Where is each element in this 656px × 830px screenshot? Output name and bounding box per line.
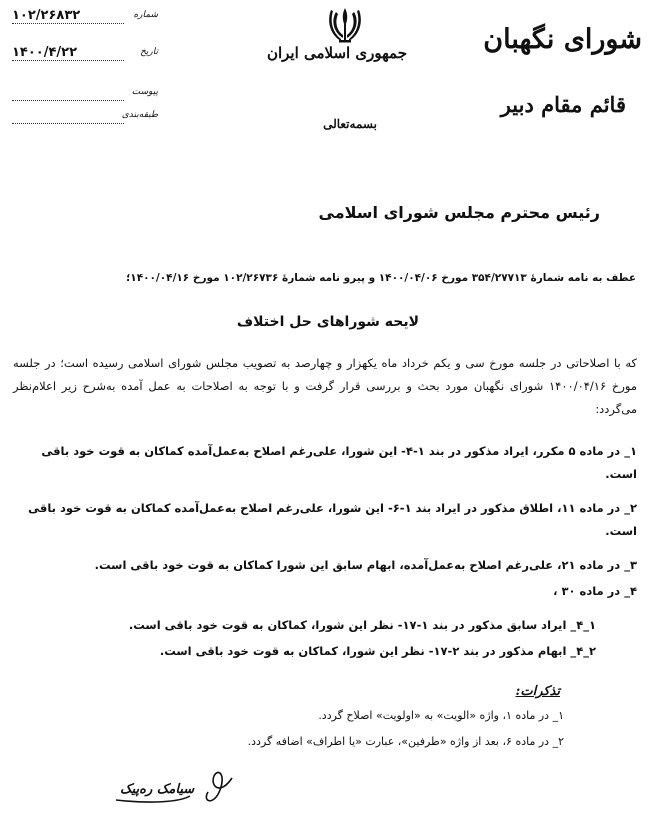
attachment-field — [8, 85, 158, 101]
note-item: ۱_ در ماده ۱، واژه «الویت» به «اولویت» اصلاح گردد. — [318, 709, 564, 722]
recipient: رئیس محترم مجلس شورای اسلامی — [318, 203, 600, 222]
letter-number: ۱۰۲/۲۶۸۳۲ — [12, 8, 81, 23]
dotted-line — [12, 100, 124, 101]
intro-paragraph: که با اصلاحاتی در جلسه مورخ سی و یکم خرداد ماه یکهزار و چهارصد به تصویب مجلس شورای اسلامی رسیده است؛ در جلسه مورخ ۱۴۰۰/۰۴/۱۶ شورای نگهبان مورد بحث و بررسی قرار گرفت و با توجه به اصلاحات به عمل آمده به‌شرح زیر اعلام‌نظر می‌گردد: — [13, 356, 638, 416]
dotted-line — [12, 23, 124, 24]
notes-title: تذکرات: — [515, 684, 560, 699]
basmala: بسمه‌تعالی — [323, 117, 377, 131]
list-item: ۴_ در ماده ۳۰ ، — [553, 584, 637, 598]
letter-number-label: شماره — [133, 10, 158, 20]
office-title: قائم مقام دبیر — [500, 92, 626, 117]
dotted-line — [12, 60, 124, 61]
country-name: جمهوری اسلامی ایران — [266, 44, 407, 62]
reference-line: عطف به نامه شمارهٔ ۳۵۴/۲۷۷۱۳ مورخ ۱۴۰۰/۰۴/۰۶ و پیرو نامه شمارهٔ ۱۰۲/۲۶۷۳۶ مورخ ۱۴۰۰/۰۴/۱۶؛ — [126, 272, 636, 284]
letter-date: ۱۴۰۰/۴/۲۲ — [12, 45, 78, 60]
iran-emblem-icon — [327, 6, 363, 44]
organization-name: شورای نگهبان — [483, 24, 642, 55]
sub-list-item: ۲_۴_ ابهام مذکور در بند ۲-۱۷- نظر این شورا، کماکان به قوت خود باقی است. — [159, 644, 596, 658]
letter-date-label: تاریخ — [140, 47, 158, 57]
attachment-label: پیوست — [131, 87, 158, 97]
classification-label: طبقه‌بندی — [121, 110, 158, 120]
letter-date-field — [8, 45, 158, 61]
dotted-line — [12, 123, 124, 124]
classification-field — [8, 108, 158, 124]
list-item: ۱_ در ماده ۵ مکرر، ایراد مذکور در بند ۱-۴- این شورا، علی‌رغم اصلاح به‌عمل‌آمده کماکان به قوت خود باقی است. — [41, 444, 637, 481]
letter-number-field — [8, 8, 158, 24]
list-item: ۳_ در ماده ۲۱، علی‌رغم اصلاح به‌عمل‌آمده، ابهام سابق این شورا کماکان به قوت خود باقی است. — [94, 558, 637, 572]
list-item: ۲_ در ماده ۱۱، اطلاق مذکور در ایراد بند ۱-۶- این شورا، علی‌رغم اصلاح به‌عمل‌آمده کماکان به قوت خود باقی است. — [28, 501, 637, 538]
subject-title: لایحه شوراهای حل اختلاف — [236, 314, 420, 330]
sub-list-item: ۱_۴_ ایراد سابق مذکور در بند ۱-۱۷- نظر این شورا، کماکان به قوت خود باقی است. — [128, 618, 596, 632]
signer-name: سیامک ره‌پیک — [120, 782, 195, 797]
note-item: ۲_ در ماده ۶، بعد از واژه «طرفین»، عبارت «یا اطراف» اضافه گردد. — [247, 735, 564, 748]
